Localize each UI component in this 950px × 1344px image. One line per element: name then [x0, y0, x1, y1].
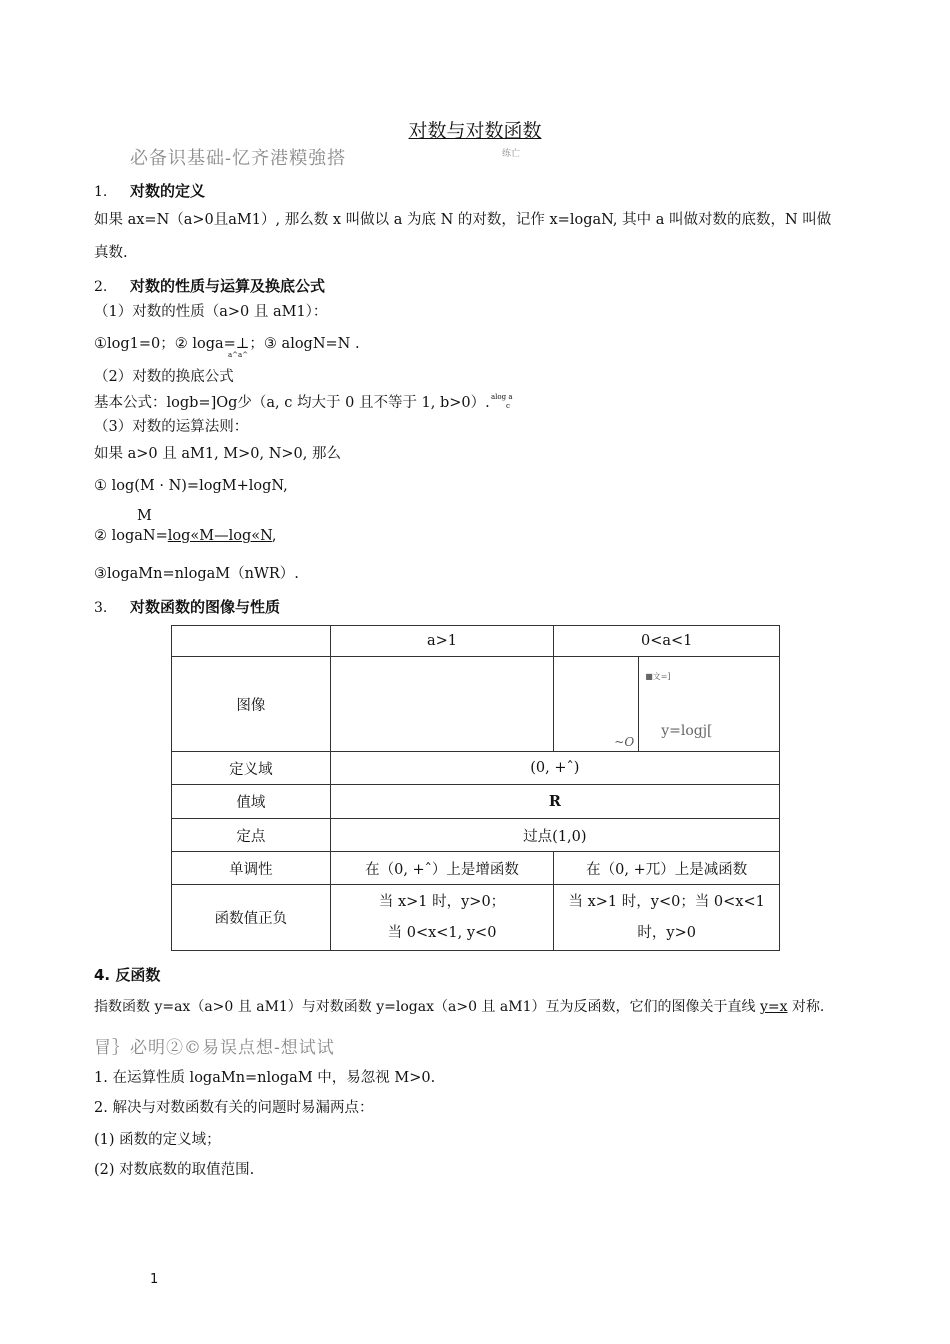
header-empty-cell	[172, 626, 331, 657]
section-number: 1.	[94, 184, 108, 200]
section-1-heading	[94, 180, 205, 201]
inverse-line-underlined: y=x	[759, 999, 788, 1015]
change-base-formula: 基本公式：logb=]Og少（a, c 均大于 0 且不等于 1, b>0）.	[94, 395, 490, 411]
formula-sup-note: alog a	[491, 393, 513, 401]
inverse-line-prefix: 指数函数 y=ax（a>0 且 aM1）与对数函数 y=logax（a>0 且 aM1）互为反函数，它们的图像关于直线	[94, 999, 760, 1015]
inverse-line-suffix: 对称.	[787, 999, 825, 1015]
header-a-gt-1: a>1	[330, 626, 554, 657]
row-label-sign: 函数值正负	[172, 885, 331, 951]
section-number: 3.	[94, 600, 108, 616]
rules-heading: （3）对数的运算法则：	[94, 419, 249, 435]
rule-quotient-underlined: log«M—log«N	[167, 528, 272, 544]
sign-a-lt-1-line-2: 时，y>0	[637, 924, 696, 941]
row-label-monotonicity: 单调性	[172, 852, 331, 885]
rule-quotient-suffix: ,	[271, 528, 277, 544]
graph-origin-label: ~O	[614, 735, 635, 749]
graph-note: ■文=]	[645, 672, 671, 681]
inverse-function-line	[94, 996, 824, 1018]
fixed-point-value: 过点(1,0)	[330, 819, 779, 852]
property-list: ①log1=0；② loga=⊥；③ alogN=N .	[94, 336, 360, 352]
page-title: 对数与对数函数	[408, 120, 542, 142]
page-number: 1	[150, 1272, 159, 1287]
section-banner: 必备识基础-忆齐港糢強搭	[130, 148, 347, 169]
range-value: R	[330, 785, 779, 819]
section-4-heading: 4. 反函数	[94, 966, 161, 984]
log-function-table	[171, 625, 780, 951]
domain-value: (0, +ˆ)	[330, 752, 779, 785]
row-label-domain: 定义域	[172, 752, 331, 785]
rule-product: ① log(M · N)=logM+logN,	[94, 478, 288, 494]
row-label-point: 定点	[172, 819, 331, 852]
definition-line-1: 如果 ax=N（a>0且aM1）, 那么数 x 叫做以 a 为底 N 的对数，记作 x=logaN, 其中 a 叫做对数的底数，N 叫做	[94, 212, 832, 228]
error-point-2a: (1) 函数的定义域；	[94, 1132, 221, 1148]
rules-condition: 如果 a>0 且 aM1, M>0, N>0, 那么	[94, 446, 342, 462]
rule-quotient-numerator: M	[137, 508, 152, 524]
section-3-heading	[94, 596, 280, 617]
header-a-lt-1: 0<a<1	[554, 626, 780, 657]
rule-power: ③logaMn=nlogaM（nWR）.	[94, 566, 299, 582]
heading-text: 对数函数的图像与性质	[130, 598, 281, 616]
graph-function-label: y=logj[	[661, 723, 713, 739]
sign-a-lt-1	[554, 885, 780, 951]
rule-quotient-prefix: ② logaN=	[94, 528, 168, 544]
monotonicity-a-lt-1: 在（0, +兀）上是减函数	[554, 852, 780, 885]
heading-text: 对数的定义	[130, 182, 206, 200]
row-label-image: 图像	[172, 657, 331, 752]
banner-note: 练亡	[502, 149, 521, 159]
row-label-range: 值域	[172, 785, 331, 819]
property-intro: （1）对数的性质（a>0 且 aM1）：	[94, 304, 328, 320]
error-point-1: 1. 在运算性质 logaMn=nlogaM 中，易忽视 M>0.	[94, 1070, 436, 1086]
graph-a-gt-1	[330, 657, 554, 752]
rule-quotient	[94, 525, 277, 547]
section-number: 2.	[94, 279, 108, 295]
formula-sub-note: c	[506, 402, 510, 410]
graph-a-lt-1-right	[639, 657, 780, 752]
heading-text: 对数的性质与运算及换底公式	[130, 277, 326, 295]
change-base-heading: （2）对数的换底公式	[94, 369, 234, 385]
sign-a-lt-1-line-1: 当 x>1 时，y<0；当 0<x<1	[568, 893, 765, 910]
definition-line-2: 真数.	[94, 245, 128, 261]
section-2-heading	[94, 275, 325, 296]
monotonicity-a-gt-1: 在（0, +ˆ）上是增函数	[330, 852, 554, 885]
graph-a-lt-1-left	[554, 657, 639, 752]
sign-a-gt-1	[330, 885, 554, 951]
error-point-2b: (2) 对数底数的取值范围.	[94, 1162, 255, 1178]
error-point-2: 2. 解决与对数函数有关的问题时易漏两点：	[94, 1100, 374, 1116]
sign-a-gt-1-line-1: 当 x>1 时，y>0；	[378, 893, 506, 910]
sign-a-gt-1-line-2: 当 0<x<1, y<0	[387, 924, 497, 941]
error-points-banner: 冒｝必明②©易误点想-想试试	[94, 1038, 335, 1058]
property-sub-note: a^a^	[228, 351, 249, 359]
